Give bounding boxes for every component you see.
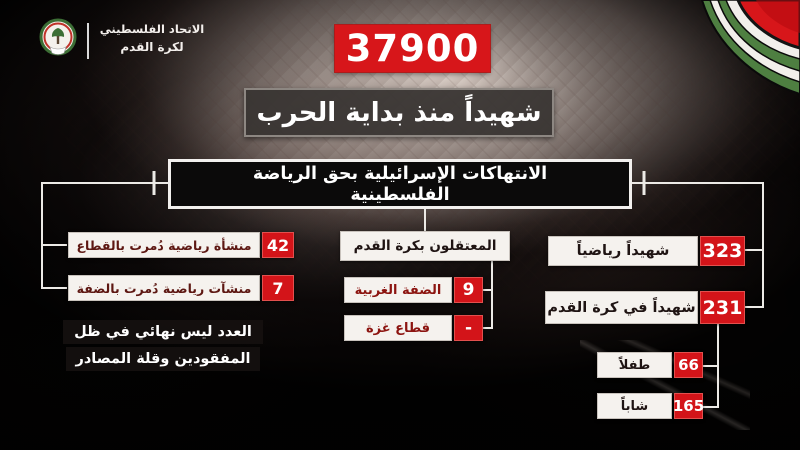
stat-row-youth [597,393,703,419]
palestine-fa-logo-icon [36,17,80,63]
stat-row-children [597,352,703,378]
stat-value: 7 [262,275,294,301]
stat-label: منشآت رياضية دُمرت بالضفة [68,275,260,301]
stat-label: الضفة الغربية [344,277,452,303]
palestine-flag-corner [650,0,800,110]
stat-value: 66 [674,352,703,378]
stat-label: شاباً [597,393,672,419]
stat-value: 231 [700,291,745,324]
stat-value: 9 [454,277,483,303]
logo-org-subname: لكرة القدم [120,40,184,54]
logo-divider [87,23,89,59]
disclaimer-note-line2: المفقودين وقلة المصادر [66,347,260,371]
stat-label: منشأة رياضية دُمرت بالقطاع [68,232,260,258]
stat-label: شهيداً رياضياً [548,236,698,266]
stat-row-football-martyrs [545,291,745,324]
stat-label: قطاع غزة [344,315,452,341]
stat-row-detainees-westbank [344,277,483,303]
stat-row-detainees-gaza [344,315,483,341]
stat-row-destroyed-westbank [68,275,294,301]
section-title-line1: الانتهاكات الإسرائيلية بحق الرياضة [252,164,548,184]
total-martyrs-value-badge: 37900 [335,25,490,72]
disclaimer-note-line1: العدد ليس نهائي في ظل [63,320,263,344]
logo-org-name: الاتحاد الفلسطيني [99,22,205,36]
stat-value: 42 [262,232,294,258]
detainees-header: المعتقلون بكرة القدم [340,231,510,261]
stat-row-athlete-martyrs [548,236,745,266]
stat-value: 165 [674,393,703,419]
total-martyrs-label: شهيداً منذ بداية الحرب [244,88,554,137]
stat-row-destroyed-gaza [68,232,294,258]
section-title [168,159,632,209]
stat-value: 323 [700,236,745,266]
stat-label: طفلاً [597,352,672,378]
stat-label: شهيداً في كرة القدم [545,291,698,324]
stat-value: - [454,315,483,341]
section-title-line2: الفلسطينية [350,185,450,205]
logo-wordmark [96,22,208,54]
